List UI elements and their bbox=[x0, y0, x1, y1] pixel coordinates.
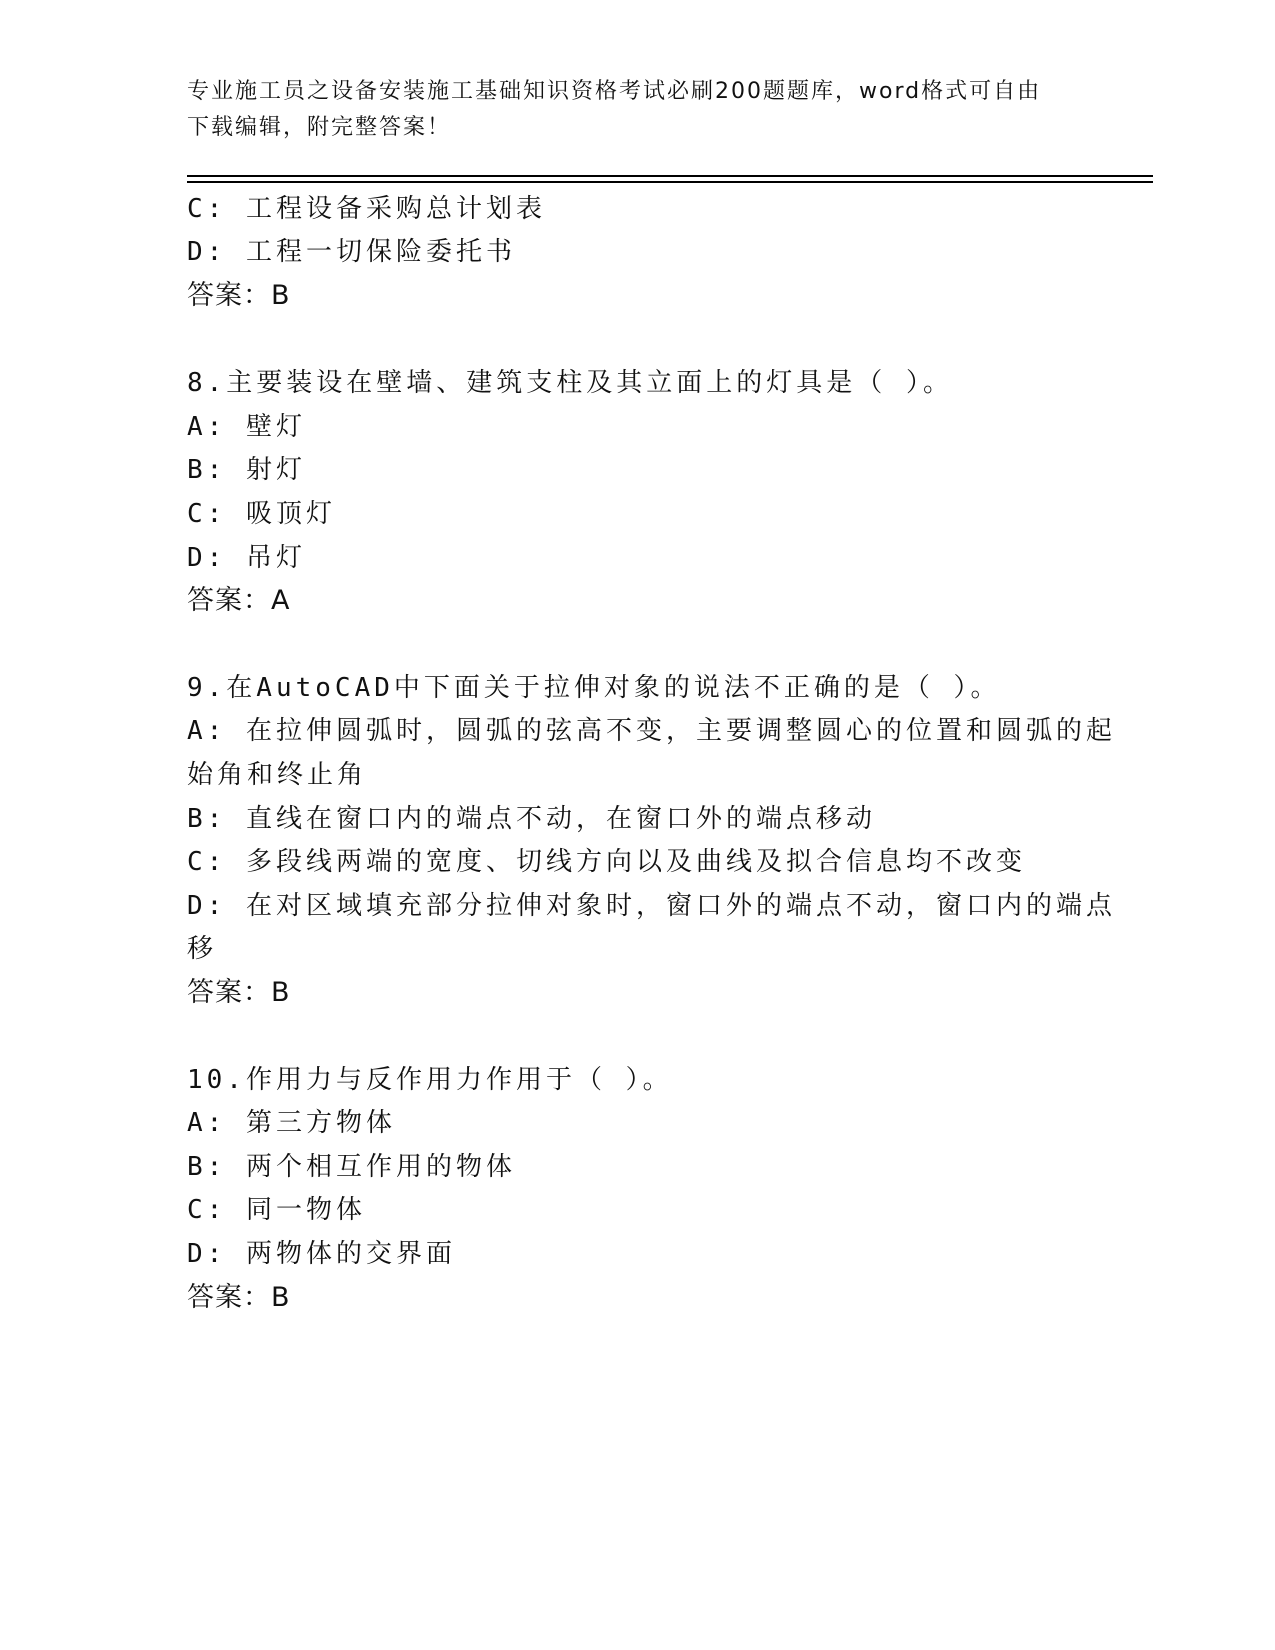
q9-option-d-line-2: 移 bbox=[187, 934, 218, 964]
header-rule-top bbox=[187, 175, 1153, 177]
q9-option-a-line-1: A: 在拉伸圆弧时，圆弧的弦高不变，主要调整圆心的位置和圆弧的起 bbox=[187, 716, 1116, 746]
q10-answer: 答案：B bbox=[187, 1282, 291, 1313]
q9-answer: 答案：B bbox=[187, 977, 291, 1008]
q8-answer: 答案：A bbox=[187, 585, 291, 616]
q9-option-b: B: 直线在窗口内的端点不动，在窗口外的端点移动 bbox=[187, 804, 876, 834]
q9-option-c: C: 多段线两端的宽度、切线方向以及曲线及拟合信息均不改变 bbox=[187, 847, 1026, 877]
q10-option-a: A: 第三方物体 bbox=[187, 1108, 396, 1138]
q7-option-c: C: 工程设备采购总计划表 bbox=[187, 194, 546, 224]
q7-answer: 答案：B bbox=[187, 280, 291, 311]
q8-question: 8.主要装设在壁墙、建筑支柱及其立面上的灯具是（ ）。 bbox=[187, 368, 953, 398]
q10-option-b: B: 两个相互作用的物体 bbox=[187, 1152, 516, 1182]
document-header bbox=[187, 74, 1067, 146]
q10-question: 10.作用力与反作用力作用于（ ）。 bbox=[187, 1065, 673, 1095]
header-title-line-2: 下载编辑，附完整答案！ bbox=[187, 115, 452, 140]
q8-option-b: B: 射灯 bbox=[187, 455, 306, 485]
header-title-line-1: 专业施工员之设备安装施工基础知识资格考试必刷200题题库，word格式可自由 bbox=[187, 79, 1042, 104]
q10-option-c: C: 同一物体 bbox=[187, 1195, 366, 1225]
q8-option-a: A: 壁灯 bbox=[187, 412, 306, 442]
q9-option-a-line-2: 始角和终止角 bbox=[187, 760, 368, 790]
q9-question: 9.在AutoCAD中下面关于拉伸对象的说法不正确的是（ ）。 bbox=[187, 673, 1001, 703]
q8-option-c: C: 吸顶灯 bbox=[187, 499, 336, 529]
q7-option-d: D: 工程一切保险委托书 bbox=[187, 237, 516, 267]
q8-option-d: D: 吊灯 bbox=[187, 543, 306, 573]
header-rule-bottom bbox=[187, 181, 1153, 183]
q9-option-d-line-1: D: 在对区域填充部分拉伸对象时，窗口外的端点不动，窗口内的端点 bbox=[187, 891, 1116, 921]
q10-option-d: D: 两物体的交界面 bbox=[187, 1239, 456, 1269]
